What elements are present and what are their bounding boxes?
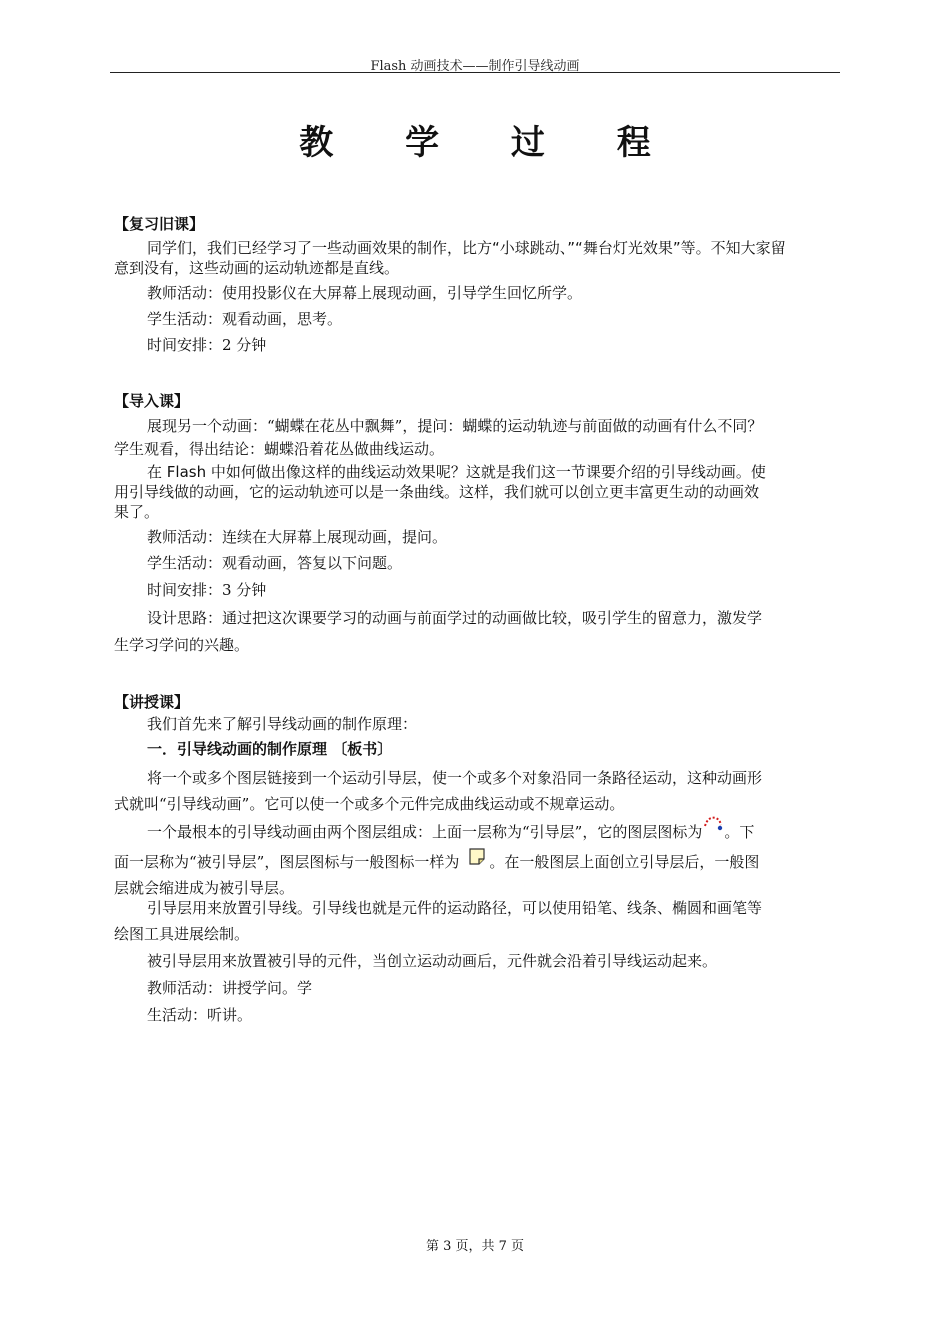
guide-layer-icon xyxy=(702,814,724,839)
intro-paragraph3-line1: 在 Flash 中如何做出像这样的曲线运动效果呢？这就是我们这一节课要介绍的引导线动画。使 xyxy=(147,463,766,481)
lecture-para3-line2-text: 面一层称为“被引导层”，图层图标与一般图标一样为 xyxy=(114,853,460,871)
lecture-para3-line2 xyxy=(114,852,844,872)
intro-paragraph2: 学生观看，得出结论：蝴蝶沿着花丛做曲线运动。 xyxy=(114,440,445,458)
lecture-heading: 【讲授课】 xyxy=(114,693,190,711)
lecture-para3-line2-end: 。在一般图层上面创立引导层后，一般图 xyxy=(489,853,760,871)
intro-paragraph3-line3: 果了。 xyxy=(114,503,160,521)
lecture-subheading: 一．引导线动画的制作原理 〔板书〕 xyxy=(147,740,393,758)
lecture-intro: 我们首先来了解引导线动画的制作原理： xyxy=(147,715,418,733)
review-student-activity: 学生活动：观看动画，思考。 xyxy=(147,310,343,328)
lecture-para4-line2: 绘图工具进展绘制。 xyxy=(114,925,250,943)
intro-heading: 【导入课】 xyxy=(114,392,190,410)
intro-time: 时间安排：3 分钟 xyxy=(147,581,267,599)
lecture-para3-line3: 层就会缩进成为被引导层。 xyxy=(114,879,295,897)
intro-paragraph1-a: 展现另一个动画：“蝴蝶在花丛中飘舞”，提问： xyxy=(147,417,463,435)
review-heading: 【复习旧课】 xyxy=(114,215,205,233)
lecture-para4-line1: 引导层用来放置引导线。引导线也就是元件的运动路径，可以使用铅笔、线条、椭圆和画笔等 xyxy=(147,899,763,917)
page-title: 教 学 过 程 xyxy=(299,123,681,163)
lecture-para3-line1 xyxy=(147,822,877,842)
page-footer: 第 3 页，共 7 页 xyxy=(425,1239,525,1254)
review-paragraph-line1: 同学们，我们已经学习了一些动画效果的制作，比方“小球跳动、”“舞台灯光效果”等。不知大家留 xyxy=(147,239,786,257)
lecture-teacher-activity: 教师活动：讲授学问。学 xyxy=(147,979,313,997)
intro-design-line2: 生学习学问的兴趣。 xyxy=(114,636,250,654)
lecture-para3-line1-end: 。下 xyxy=(724,823,755,841)
lecture-student-activity: 生活动：听讲。 xyxy=(147,1006,253,1024)
intro-design-line1: 设计思路：通过把这次课要学习的动画与前面学过的动画做比较，吸引学生的留意力，激发学 xyxy=(147,609,763,627)
intro-paragraph1 xyxy=(147,416,877,436)
normal-layer-icon xyxy=(467,847,487,872)
intro-question: 蝴蝶的运动轨迹与前面做的动画有什么不同？ xyxy=(462,417,763,435)
lecture-para3-line1-text: 一个最根本的引导线动画由两个图层组成：上面一层称为“引导层”，它的图层图标为 xyxy=(147,823,703,841)
lecture-para5: 被引导层用来放置被引导的元件，当创立运动动画后，元件就会沿着引导线运动起来。 xyxy=(147,952,718,970)
page-header: Flash 动画技术——制作引导线动画 xyxy=(370,59,580,74)
review-paragraph-line2: 意到没有，这些动画的运动轨迹都是直线。 xyxy=(114,259,400,277)
intro-teacher-activity: 教师活动：连续在大屏幕上展现动画，提问。 xyxy=(147,528,448,546)
header-rule xyxy=(110,72,840,73)
lecture-para2-line2: 式就叫“引导线动画”。它可以使一个或多个元件完成曲线运动或不规章运动。 xyxy=(114,795,625,813)
review-teacher-activity: 教师活动：使用投影仪在大屏幕上展现动画，引导学生回忆所学。 xyxy=(147,284,583,302)
lecture-para2-line1: 将一个或多个图层链接到一个运动引导层，使一个或多个对象沿同一条路径运动，这种动画形 xyxy=(147,769,763,787)
intro-paragraph3-line2: 用引导线做的动画，它的运动轨迹可以是一条曲线。这样，我们就可以创立更丰富更生动的动画效 xyxy=(114,483,760,501)
review-time: 时间安排：2 分钟 xyxy=(147,336,267,354)
intro-student-activity: 学生活动：观看动画，答复以下问题。 xyxy=(147,554,403,572)
